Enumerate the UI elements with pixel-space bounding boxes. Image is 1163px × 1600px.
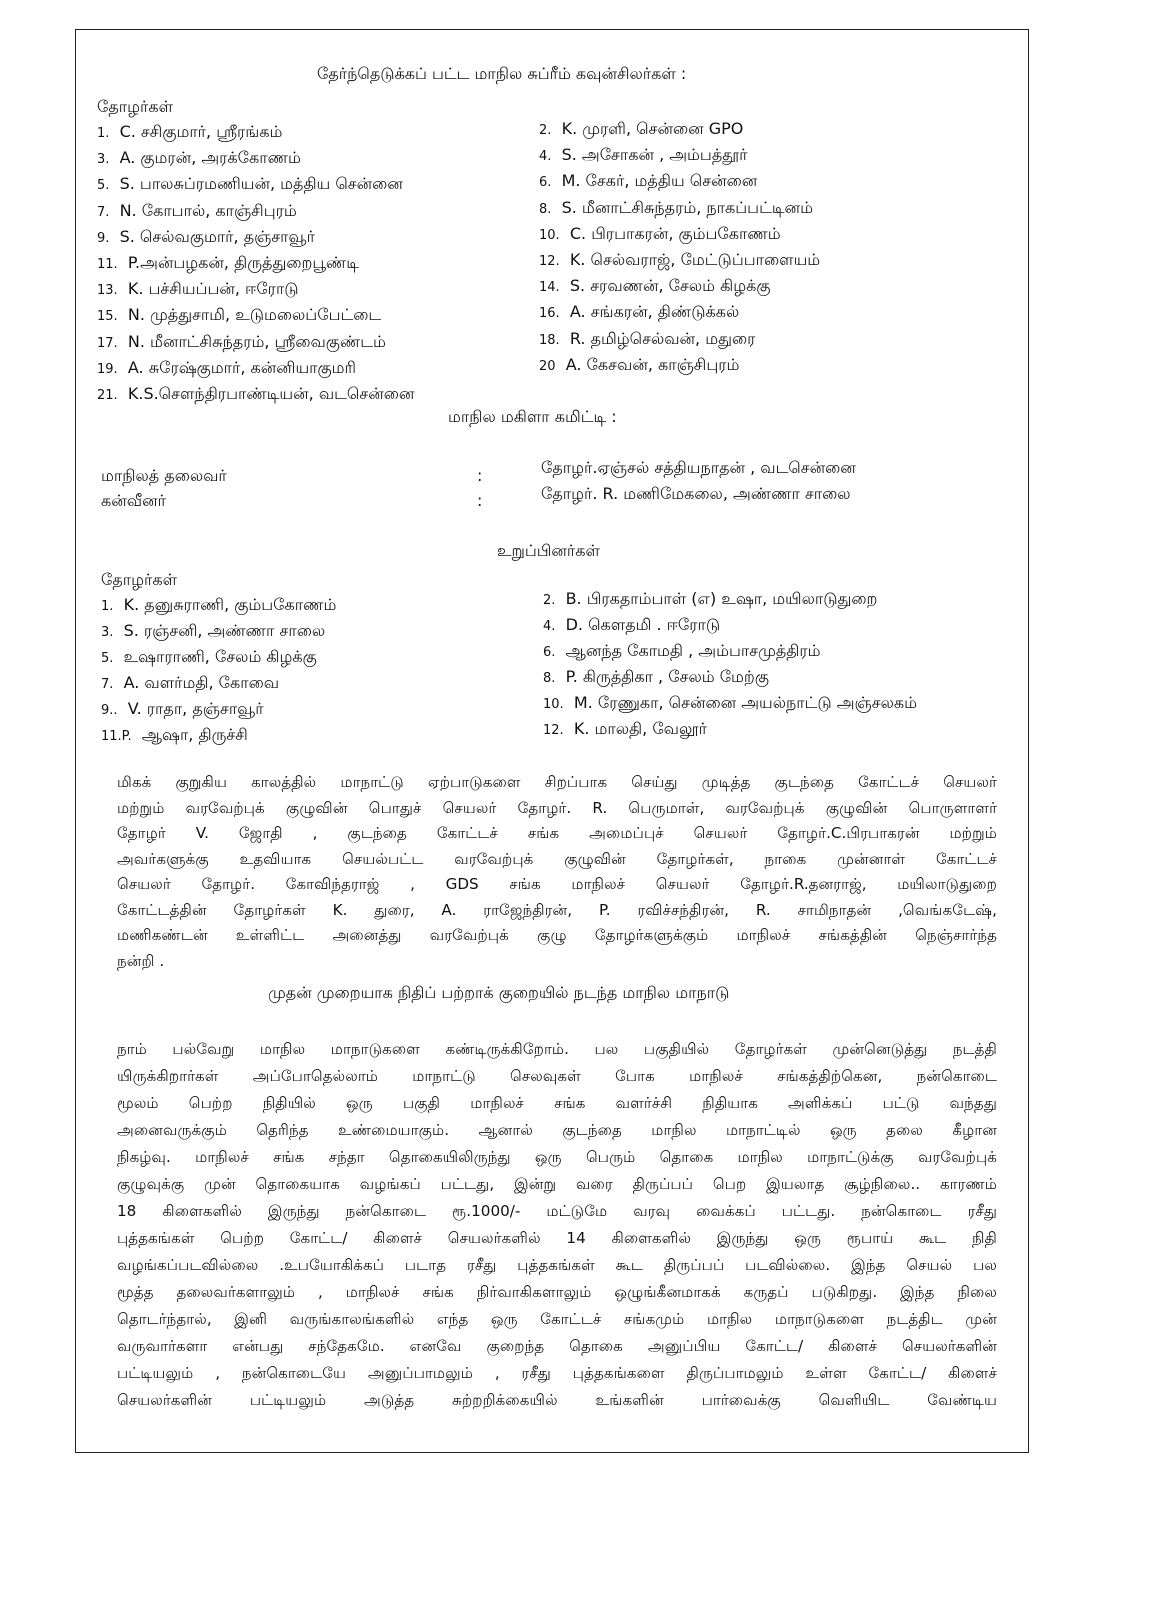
list-item-number: 18. xyxy=(539,332,560,348)
list-item-number: 12. xyxy=(539,254,560,269)
list-item-text: S. மீனாட்சிசுந்தரம், நாகப்பட்டினம் xyxy=(561,197,813,217)
list-item-text: N. மீனாட்சிசுந்தரம், ஸ்ரீவைகுண்டம் xyxy=(127,331,386,351)
mahila-convener-label: கன்வீனர் xyxy=(101,491,166,510)
list-item-number: 7. xyxy=(101,677,114,692)
body-paragraph xyxy=(117,1036,997,1414)
thanks-paragraph xyxy=(117,770,997,974)
member-list-item xyxy=(101,673,279,694)
member-list-item xyxy=(543,641,821,662)
list-item-number: 15. xyxy=(97,309,118,325)
list-item-text: K.S.சௌந்திரபாண்டியன், வடசென்னை xyxy=(127,384,415,403)
council-list-item xyxy=(539,276,770,297)
list-item-number: 2. xyxy=(539,123,552,138)
list-item-text: A. கேசவன், காஞ்சிபுரம் xyxy=(565,354,740,374)
list-item-number: 21. xyxy=(97,388,118,403)
section-heading: முதன் முறையாக நிதிப் பற்றாக் குறையில் நடந்த மாநில மாநாடு xyxy=(268,983,730,1002)
paragraph-line: மிகக் குறுகிய காலத்தில் மாநாட்டு ஏற்பாடுகளை சிறப்பாக செய்து முடித்த குடந்தை கோட்டச் செயலர் xyxy=(117,773,997,791)
list-item-text: A. சுரேஷ்குமார், கன்னியாகுமரி xyxy=(127,357,357,377)
list-item-text: S. அசோகன் , அம்பத்தூர் xyxy=(561,145,748,165)
list-item-text: V. ராதா, தஞ்சாவூர் xyxy=(127,699,264,718)
list-item-number: 1. xyxy=(101,599,114,614)
list-item-number: 8. xyxy=(543,671,556,686)
paragraph-line: பட்டியலும் , நன்கொடையே அனுப்பாமலும் , ரசீது புத்தகங்களை திருப்பாமலும் உள்ள கோட்ட/ கிளைச் xyxy=(117,1364,997,1382)
list-item-number: 16. xyxy=(539,306,560,322)
list-item-number: 6. xyxy=(543,645,556,660)
list-item-text: K. பச்சியப்பன், ஈரோடு xyxy=(127,279,299,299)
council-list-item xyxy=(97,201,297,222)
list-item-number: 19. xyxy=(97,361,118,377)
list-item-text: P.அன்பழகன், திருத்துறைபூண்டி xyxy=(127,253,359,272)
paragraph-line: தோழர் V. ஜோதி , குடந்தை கோட்டச் சங்க அமைப்புச் செயலர் தோழர்.C.பிரபாகரன் மற்றும் xyxy=(117,824,997,842)
council-list-item xyxy=(539,145,747,166)
list-item-text: N. கோபால், காஞ்சிபுரம் xyxy=(119,200,297,220)
list-item-text: C. சசிகுமார், ஸ்ரீரங்கம் xyxy=(119,122,283,141)
list-item-number: 5. xyxy=(97,178,110,194)
list-item-text: M. சேகர், மத்திய சென்னை xyxy=(561,171,758,191)
list-item-text: K. செல்வராஜ், மேட்டுப்பாளையம் xyxy=(569,250,821,269)
list-item-text: R. தமிழ்செல்வன், மதுரை xyxy=(569,328,756,348)
list-item-number: 7. xyxy=(97,204,110,220)
list-item-number: 9. xyxy=(97,230,110,246)
council-list-item xyxy=(539,329,755,350)
list-item-number: 12. xyxy=(543,723,564,738)
paragraph-line: அவர்களுக்கு உதவியாக செயல்பட்ட வரவேற்புக் குழுவின் தோழர்கள், நாகை முன்னாள் கோட்டச் xyxy=(117,849,997,868)
council-list-item xyxy=(539,198,813,219)
list-item-text: S. சரவணன், சேலம் கிழக்கு xyxy=(569,276,771,296)
mahila-title: மாநில மகிளா கமிட்டி : xyxy=(448,407,617,426)
list-item-number: 13. xyxy=(97,283,118,299)
paragraph-line: செயலர் தோழர். கோவிந்தராஜ் , GDS சங்க மாநிலச் செயலர் தோழர்.R.தனராஜ், மயிலாடுதுறை xyxy=(117,875,997,893)
list-item-number: 20 xyxy=(539,358,556,374)
list-item-text: N. முத்துசாமி, உடுமலைப்பேட்டை xyxy=(127,305,382,325)
paragraph-line: மற்றும் வரவேற்புக் குழுவின் பொதுச் செயலர் தோழர். R. பெருமாள், வரவேற்புக் குழுவின் பொருளாளர் xyxy=(117,798,997,817)
member-list-item xyxy=(543,615,720,636)
list-item-number: 3. xyxy=(97,152,110,168)
list-item-text: B. பிரகதாம்பாள் (எ) உஷா, மயிலாடுதுறை xyxy=(565,589,878,608)
list-item-text: D. கௌதமி . ஈரோடு xyxy=(565,615,721,634)
paragraph-line: யிருக்கிறார்கள் அப்போதெல்லாம் மாநாட்டு செலவுகள் போக மாநிலச் சங்கத்திற்கென, நன்கொடை xyxy=(117,1067,997,1085)
mahila-president-label: மாநிலத் தலைவர் xyxy=(101,466,227,485)
list-item-text: உஷாராணி, சேலம் கிழக்கு xyxy=(123,647,317,666)
paragraph-line: நிகழ்வு. மாநிலச் சங்க சந்தா தொகையிலிருந்து ஒரு பெரும் தொகை மாநில மாநாட்டுக்கு வரவேற்புக் xyxy=(117,1148,997,1166)
list-item-number: 17. xyxy=(97,335,118,351)
paragraph-line: மூத்த தலைவர்களாலும் , மாநிலச் சங்க நிர்வாகிகளாலும் ஒழுங்கீனமாகக் கருதப் படுகிறது. இந்த நிலை xyxy=(117,1283,997,1301)
member-list-item xyxy=(543,719,707,740)
list-item-number: 8. xyxy=(539,201,552,217)
member-list-item xyxy=(543,589,877,610)
council-list-item xyxy=(539,171,757,192)
member-list-item xyxy=(101,699,264,720)
list-item-text: ஆனந்த கோமதி , அம்பாசமுத்திரம் xyxy=(565,641,821,660)
list-item-number: 11.P. xyxy=(101,729,132,744)
list-item-number: 2. xyxy=(543,593,556,608)
member-list-item xyxy=(101,725,248,746)
council-list-item xyxy=(539,224,781,245)
paragraph-line: கோட்டத்தின் தோழர்கள் K. துரை, A. ராஜேந்திரன், P. ரவிச்சந்திரன், R. சாமிநாதன் ,வெங்கடேஷ், xyxy=(117,900,997,919)
list-item-number: 6. xyxy=(539,175,552,191)
member-list-item xyxy=(101,647,317,668)
paragraph-line: வருவார்களா என்பது சந்தேகமே. எனவே குறைந்த தொகை அனுப்பிய கோட்ட/ கிளைச் செயலர்களின் xyxy=(117,1337,997,1355)
list-item-text: K. தனுசுராணி, கும்பகோணம் xyxy=(123,595,337,614)
council-list-item xyxy=(539,355,739,376)
list-item-number: 10. xyxy=(539,227,560,243)
mahila-president-value: தோழர்.ஏஞ்சல் சத்தியநாதன் , வடசென்னை xyxy=(541,458,856,477)
paragraph-line: புத்தகங்கள் பெற்ற கோட்ட/ கிளைச் செயலர்களில் 14 கிளைகளில் இருந்து ஒரு ரூபாய் கூட நிதி xyxy=(117,1229,997,1247)
paragraph-line: நன்றி . xyxy=(117,951,165,970)
council-list-item xyxy=(97,305,381,326)
member-list-item xyxy=(543,693,917,714)
list-item-number: 4. xyxy=(539,149,552,165)
list-item-number: 4. xyxy=(543,619,556,634)
list-item-text: M. ரேணுகா, சென்னை அயல்நாட்டு அஞ்சலகம் xyxy=(573,693,917,712)
council-list-item xyxy=(97,174,403,195)
mahila-convener-colon: : xyxy=(477,491,483,510)
members-group-label: தோழர்கள் xyxy=(101,570,178,589)
paragraph-line: வழங்கப்படவில்லை .உபயோகிக்கப் படாத ரசீது புத்தகங்கள் கூட திருப்பப் படவில்லை. இந்த செயல் பல xyxy=(117,1256,997,1274)
paragraph-line: மூலம் பெற்ற நிதியில் ஒரு பகுதி மாநிலச் சங்க வளர்ச்சி நிதியாக அளிக்கப் பட்டு வந்தது xyxy=(117,1094,997,1112)
list-item-text: A. வளர்மதி, கோவை xyxy=(123,673,280,692)
council-list-item xyxy=(97,227,315,248)
list-item-text: S. ரஞ்சனி, அண்ணா சாலை xyxy=(123,621,326,640)
list-item-number: 11. xyxy=(97,257,118,272)
list-item-text: K. முரளி, சென்னை GPO xyxy=(561,119,744,138)
list-item-text: S. செல்வகுமார், தஞ்சாவூர் xyxy=(119,226,315,246)
list-item-number: 3. xyxy=(101,625,114,640)
list-item-text: A. குமரன், அரக்கோணம் xyxy=(119,148,301,168)
member-list-item xyxy=(101,595,336,616)
paragraph-line: தொடர்ந்தால், இனி வருங்காலங்களில் எந்த ஒரு கோட்டச் சங்கமும் மாநில மாநாடுகளை நடத்திட முன் xyxy=(117,1310,997,1328)
council-list-item xyxy=(97,253,359,274)
mahila-president-colon: : xyxy=(477,466,483,485)
mahila-convener-value: தோழர். R. மணிமேகலை, அண்ணா சாலை xyxy=(541,484,851,503)
members-title: உறுப்பினர்கள் xyxy=(497,541,600,560)
paragraph-line: செயலர்களின் பட்டியலும் அடுத்த சுற்றறிக்கையில் உங்களின் பார்வைக்கு வெளியிட வேண்டிய xyxy=(117,1391,997,1409)
council-list-item xyxy=(97,148,301,169)
council-group-label: தோழர்கள் xyxy=(97,97,174,116)
list-item-number: 9.. xyxy=(101,703,118,718)
council-list-item xyxy=(97,122,282,143)
council-list-item xyxy=(97,358,356,379)
member-list-item xyxy=(101,621,325,642)
list-item-number: 1. xyxy=(97,126,110,141)
paragraph-line: அனைவருக்கும் தெரிந்த உண்மையாகும். ஆனால் குடந்தை மாநில மாநாட்டில் ஒரு தலை கீழான xyxy=(117,1121,997,1139)
council-title: தேர்ந்தெடுக்கப் பட்ட மாநில சுப்ரீம் கவுன்சிலர்கள் : xyxy=(317,64,687,83)
paragraph-line: மணிகண்டன் உள்ளிட்ட அனைத்து வரவேற்புக் குழு தோழர்களுக்கும் மாநிலச் சங்கத்தின் நெஞ்சார்ந்த xyxy=(117,926,997,944)
council-list-item xyxy=(97,279,299,300)
paragraph-line: குழுவுக்கு முன் தொகையாக வழங்கப் பட்டது, இன்று வரை திருப்பப் பெற இயலாத சூழ்நிலை.. காரணம் xyxy=(117,1175,997,1193)
council-list-item xyxy=(539,250,820,271)
paragraph-line: நாம் பல்வேறு மாநில மாநாடுகளை கண்டிருக்கிறோம். பல பகுதியில் தோழர்கள் முன்னெடுத்து நடத்தி xyxy=(117,1040,997,1058)
council-list-item xyxy=(97,332,386,353)
list-item-text: C. பிரபாகரன், கும்பகோணம் xyxy=(569,223,781,243)
list-item-text: K. மாலதி, வேலூர் xyxy=(573,719,707,738)
list-item-text: S. பாலசுப்ரமணியன், மத்திய சென்னை xyxy=(119,174,403,194)
list-item-number: 10. xyxy=(543,697,564,712)
council-list-item xyxy=(539,119,743,140)
council-list-item xyxy=(97,384,414,405)
list-item-number: 5. xyxy=(101,651,114,666)
paragraph-line: 18 கிளைகளில் இருந்து நன்கொடை ரூ.1000/- மட்டுமே வரவு வைக்கப் பட்டது. நன்கொடை ரசீது xyxy=(117,1202,997,1220)
list-item-text: A. சங்கரன், திண்டுக்கல் xyxy=(569,302,740,322)
list-item-text: ஆஷா, திருச்சி xyxy=(141,725,248,744)
list-item-text: P. கிருத்திகா , சேலம் மேற்கு xyxy=(565,667,769,686)
council-list-item xyxy=(539,302,739,323)
list-item-number: 14. xyxy=(539,280,560,296)
member-list-item xyxy=(543,667,769,688)
